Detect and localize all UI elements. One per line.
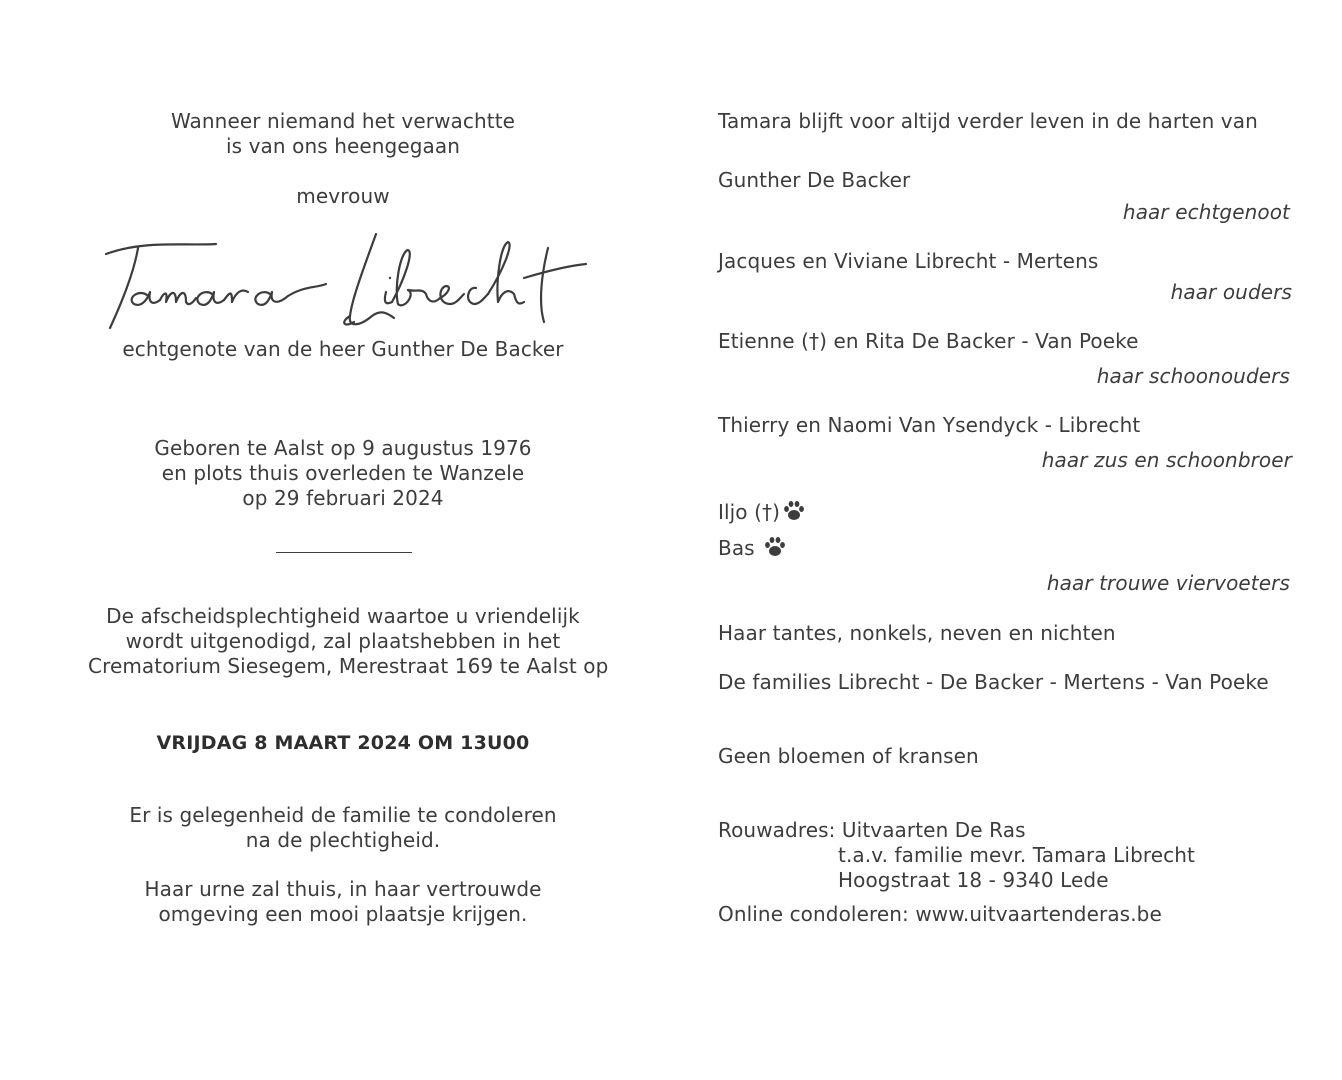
birth-line-1: Geboren te Aalst op 9 augustus 1976	[154, 436, 532, 460]
intro-line-1: Wanneer niemand het verwachtte	[170, 109, 516, 133]
paw-icon	[763, 536, 787, 563]
urn-line-1: Haar urne zal thuis, in haar vertrouwde	[144, 877, 542, 901]
intro-text	[88, 109, 598, 159]
families-line: De families Librecht - De Backer - Mertens - Van Poeke	[718, 670, 1269, 694]
divider-line	[276, 552, 412, 553]
family-member-names: Gunther De Backer	[718, 168, 911, 192]
family-member-relation: haar zus en schoonbroer	[1041, 448, 1292, 472]
ceremony-line-2: wordt uitgenodigd, zal plaatshebben in het	[125, 629, 561, 653]
ceremony-date: VRIJDAG 8 MAART 2024 OM 13U00	[156, 732, 530, 754]
family-member-names: Jacques en Viviane Librecht - Mertens	[718, 249, 1099, 273]
ceremony-line-1: De afscheidsplechtigheid waartoe u vriendelijk	[106, 604, 580, 628]
family-member-relation: haar schoonouders	[1096, 364, 1290, 388]
intro-line-2: is van ons heengegaan	[225, 134, 461, 158]
deceased-name-signature	[104, 232, 588, 334]
mourning-address-line-2: t.a.v. familie mevr. Tamara Librecht	[838, 843, 1195, 867]
mourners-intro: Tamara blijft voor altijd verder leven in de harten van	[718, 109, 1258, 133]
family-member-names: Thierry en Naomi Van Ysendyck - Librecht	[718, 413, 1141, 437]
birth-death-info	[88, 436, 598, 511]
pets-relation: haar trouwe viervoeters	[1046, 571, 1290, 595]
birth-line-2: en plots thuis overleden te Wanzele	[161, 461, 525, 485]
family-member-names: Etienne (†) en Rita De Backer - Van Poeke	[718, 329, 1139, 353]
condolence-line-2: na de plechtigheid.	[245, 828, 441, 852]
paw-icon	[782, 500, 806, 527]
no-flowers-note: Geen bloemen of kransen	[718, 744, 979, 768]
family-member-relation: haar ouders	[1170, 280, 1292, 304]
mourning-address-label: Rouwadres: Uitvaarten De Ras	[718, 818, 1026, 842]
pet-entry	[718, 536, 787, 563]
family-member-relation: haar echtgenoot	[1122, 200, 1290, 224]
honorific: mevrouw	[296, 184, 390, 208]
condolence-line-1: Er is gelegenheid de familie te condoleren	[129, 803, 557, 827]
extended-family: Haar tantes, nonkels, neven en nichten	[718, 621, 1116, 645]
online-condolence: Online condoleren: www.uitvaartenderas.be	[718, 902, 1162, 926]
urn-line-2: omgeving een mooi plaatsje krijgen.	[158, 902, 528, 926]
mourning-address-line-3: Hoogstraat 18 - 9340 Lede	[838, 868, 1109, 892]
pet-name: Bas	[718, 536, 755, 560]
ceremony-line-3: Crematorium Siesegem, Merestraat 169 te Aalst op	[88, 654, 609, 678]
ceremony-info	[88, 604, 609, 679]
pet-name: Iljo (†)	[718, 500, 781, 524]
pet-entry	[718, 500, 806, 527]
condolence-info	[88, 803, 598, 853]
urn-info	[88, 877, 598, 927]
birth-line-3: op 29 februari 2024	[242, 486, 444, 510]
spouse-line: echtgenote van de heer Gunther De Backer	[122, 337, 564, 361]
